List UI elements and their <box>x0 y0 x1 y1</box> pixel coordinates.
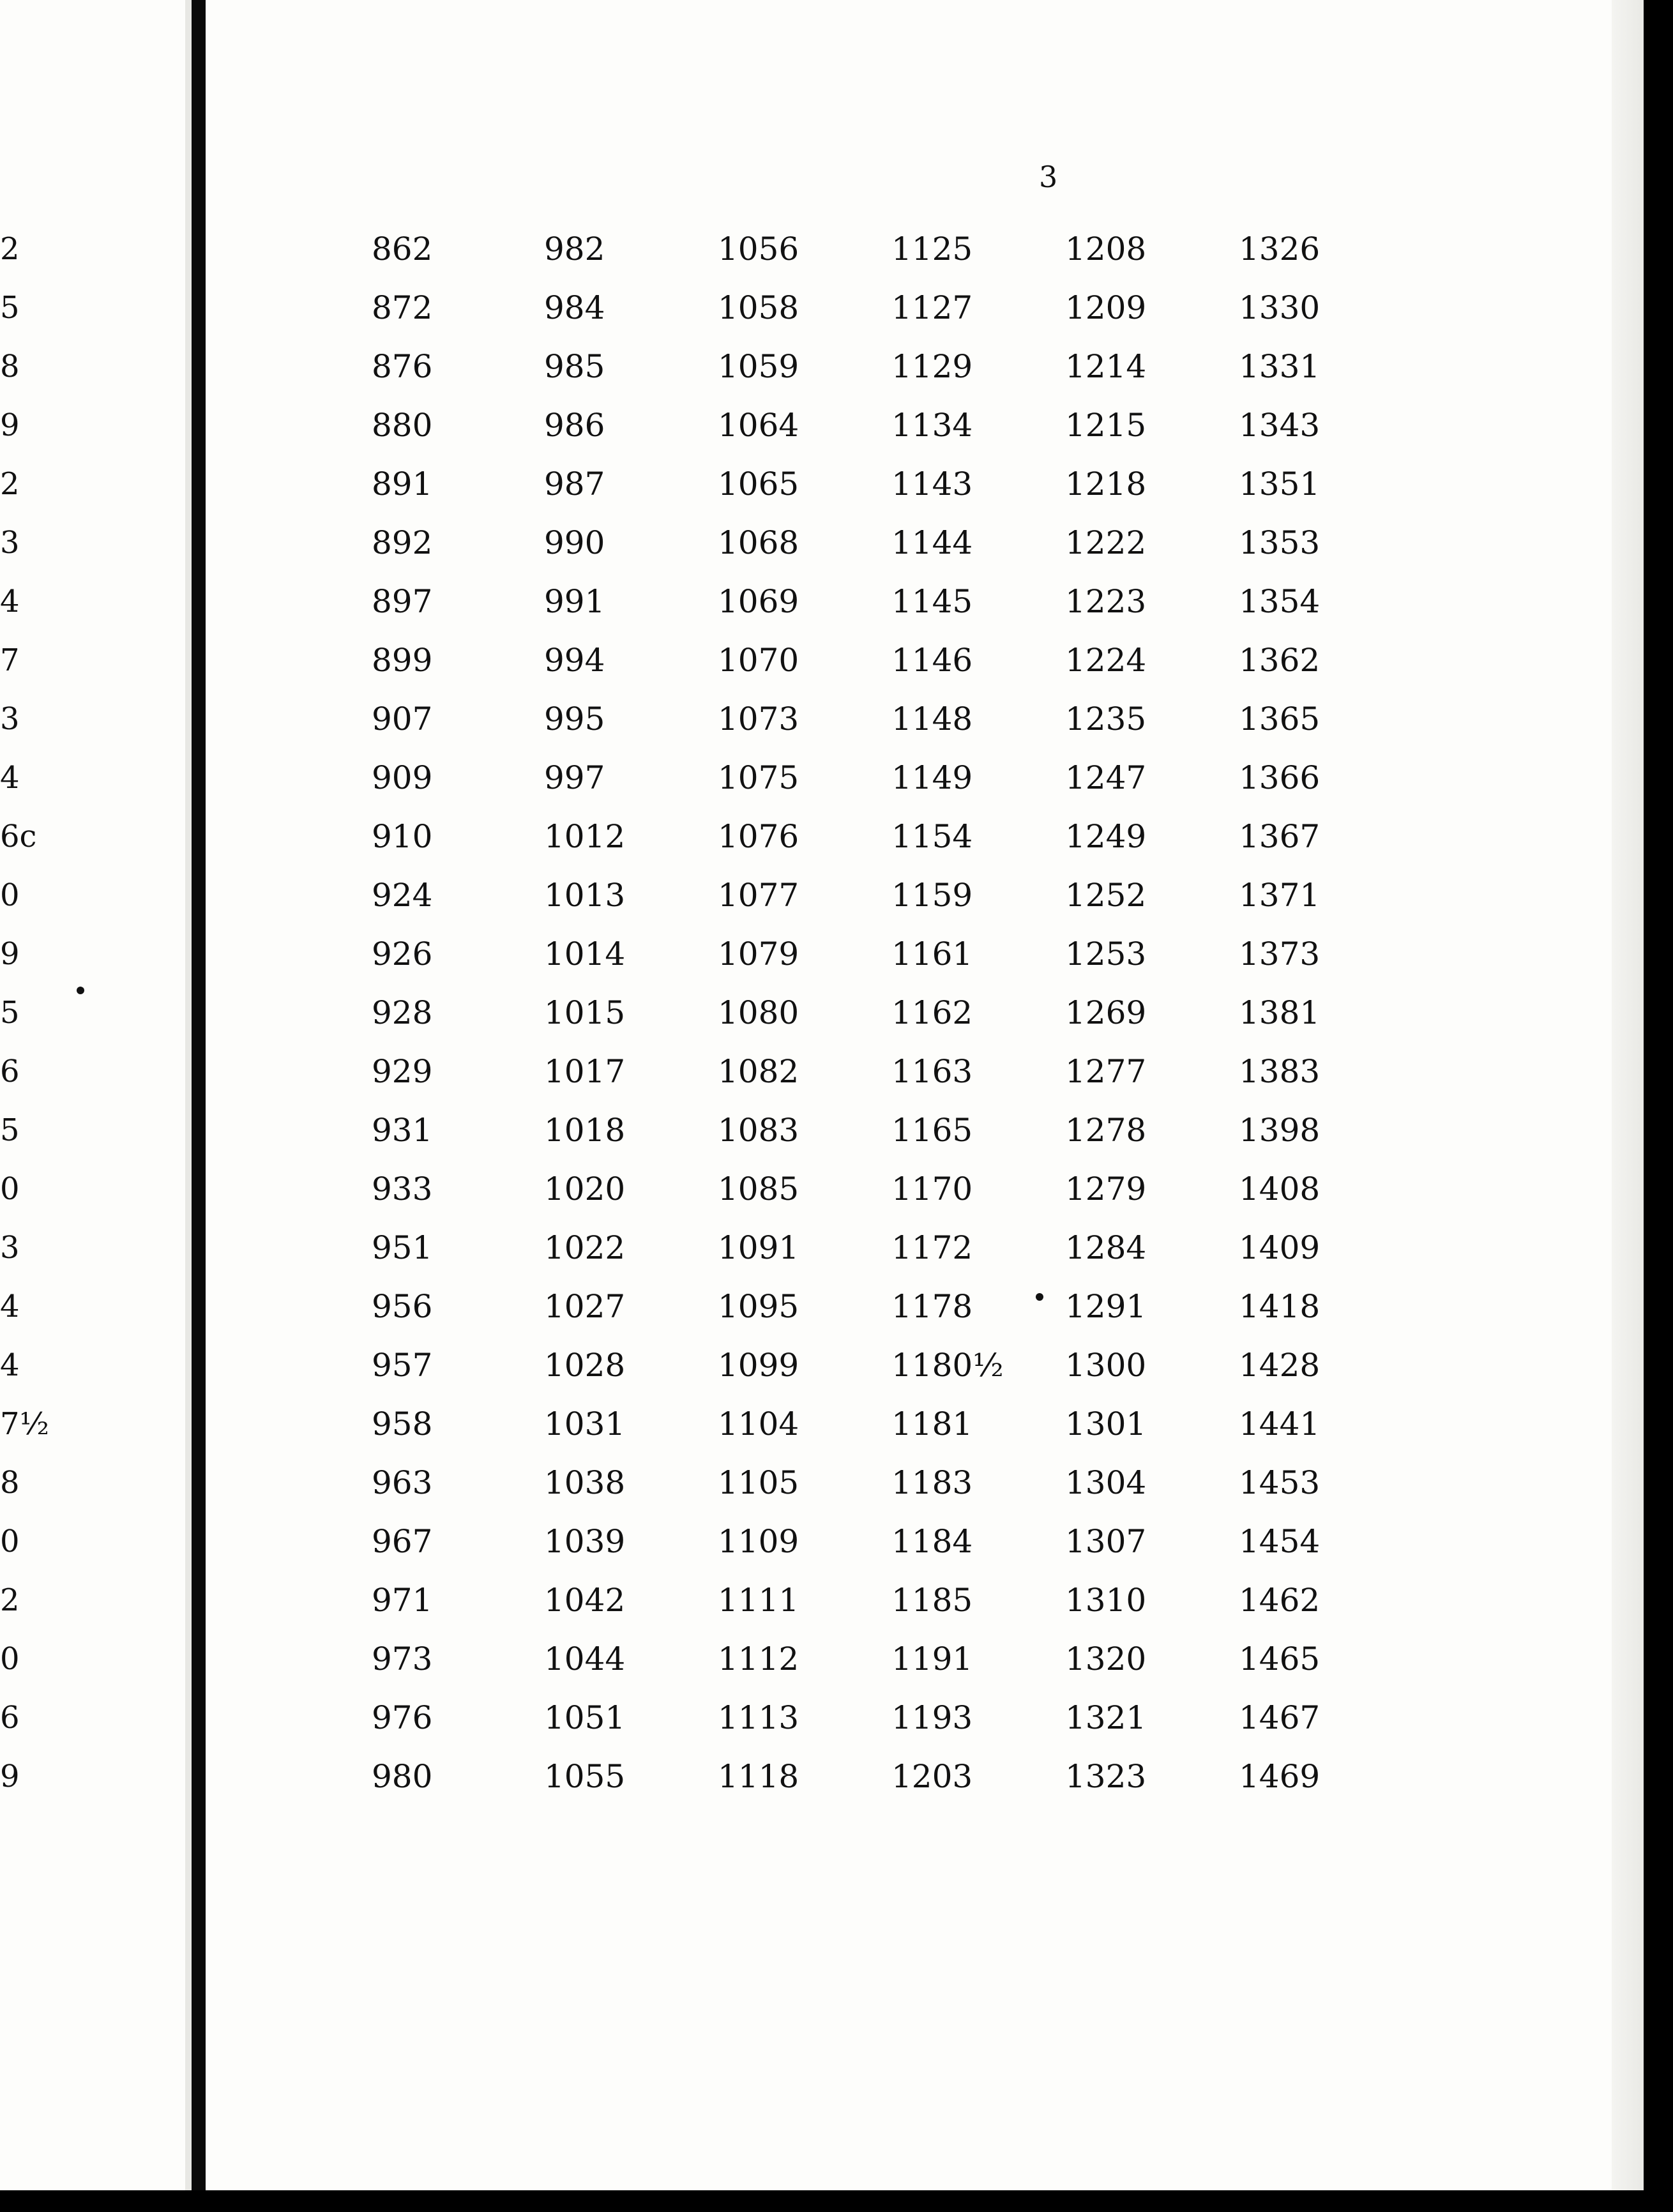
table-cell: 956 <box>372 1288 433 1325</box>
table-cell: 1099 <box>718 1347 799 1384</box>
table-cell: 1070 <box>718 642 799 679</box>
table-cell: 1039 <box>544 1523 626 1560</box>
table-cell: 1278 <box>1065 1112 1147 1149</box>
table-cell: 1330 <box>1239 289 1321 326</box>
table-cell: 1326 <box>1239 231 1321 268</box>
table-cell: 1381 <box>1239 994 1321 1031</box>
book-gutter <box>192 0 206 2212</box>
table-cell: 1044 <box>544 1640 626 1678</box>
table-cell: 958 <box>372 1405 433 1443</box>
table-cell: 1218 <box>1065 466 1147 503</box>
table-cell: 1082 <box>718 1053 799 1090</box>
table-cell: 1277 <box>1065 1053 1147 1090</box>
table-cell: 1165 <box>891 1112 973 1149</box>
table-cell: 1453 <box>1239 1464 1321 1501</box>
table-cell: 1469 <box>1239 1758 1321 1795</box>
left-fragment: 6c <box>0 819 37 854</box>
ink-spot <box>1036 1293 1043 1301</box>
table-cell: 1354 <box>1239 583 1321 620</box>
table-cell: 929 <box>372 1053 433 1090</box>
table-cell: 1331 <box>1239 348 1321 385</box>
table-cell: 973 <box>372 1640 433 1678</box>
table-cell: 994 <box>544 642 605 679</box>
table-cell: 1075 <box>718 759 799 796</box>
left-fragment: 9 <box>0 936 20 972</box>
table-cell: 1279 <box>1065 1170 1147 1208</box>
table-cell: 1055 <box>544 1758 626 1795</box>
table-cell: 1079 <box>718 936 799 973</box>
table-cell: 997 <box>544 759 605 796</box>
table-cell: 1051 <box>544 1699 626 1736</box>
left-fragment: 5 <box>0 1112 20 1148</box>
table-cell: 876 <box>372 348 433 385</box>
table-cell: 1418 <box>1239 1288 1321 1325</box>
table-cell: 1409 <box>1239 1229 1321 1266</box>
left-fragment: 3 <box>0 525 20 561</box>
table-cell: 1214 <box>1065 348 1147 385</box>
table-cell: 987 <box>544 466 605 503</box>
left-fragment: 0 <box>0 1641 20 1677</box>
table-cell: 1307 <box>1065 1523 1147 1560</box>
table-cell: 1038 <box>544 1464 626 1501</box>
table-cell: 1125 <box>891 231 973 268</box>
table-cell: 1020 <box>544 1170 626 1208</box>
table-cell: 1118 <box>718 1758 799 1795</box>
table-cell: 1383 <box>1239 1053 1321 1090</box>
left-page-edge <box>185 0 192 2212</box>
table-cell: 1076 <box>718 818 799 855</box>
left-fragment: 3 <box>0 701 20 737</box>
table-cell: 1367 <box>1239 818 1321 855</box>
table-cell: 1180½ <box>891 1347 1004 1384</box>
table-cell: 1300 <box>1065 1347 1147 1384</box>
table-cell: 1013 <box>544 877 626 914</box>
table-cell: 1085 <box>718 1170 799 1208</box>
table-cell: 1462 <box>1239 1582 1321 1619</box>
table-cell: 1203 <box>891 1758 973 1795</box>
table-cell: 928 <box>372 994 433 1031</box>
table-cell: 1269 <box>1065 994 1147 1031</box>
table-cell: 1065 <box>718 466 799 503</box>
table-cell: 1104 <box>718 1405 799 1443</box>
table-cell: 1014 <box>544 936 626 973</box>
table-cell: 957 <box>372 1347 433 1384</box>
left-fragment: 7½ <box>0 1406 50 1442</box>
table-cell: 1310 <box>1065 1582 1147 1619</box>
left-fragment: 4 <box>0 1347 20 1383</box>
table-cell: 1465 <box>1239 1640 1321 1678</box>
table-cell: 1162 <box>891 994 973 1031</box>
table-cell: 1351 <box>1239 466 1321 503</box>
table-cell: 971 <box>372 1582 433 1619</box>
table-cell: 1181 <box>891 1405 973 1443</box>
table-cell: 1441 <box>1239 1405 1321 1443</box>
table-cell: 1362 <box>1239 642 1321 679</box>
table-cell: 1091 <box>718 1229 799 1266</box>
table-cell: 1170 <box>891 1170 973 1208</box>
number-table <box>372 230 1398 1816</box>
table-cell: 1454 <box>1239 1523 1321 1560</box>
table-cell: 892 <box>372 524 433 561</box>
table-cell: 1080 <box>718 994 799 1031</box>
left-fragment: 0 <box>0 1524 20 1559</box>
table-cell: 1304 <box>1065 1464 1147 1501</box>
left-fragment: 0 <box>0 1171 20 1207</box>
table-cell: 1127 <box>891 289 973 326</box>
table-cell: 1012 <box>544 818 626 855</box>
table-cell: 1467 <box>1239 1699 1321 1736</box>
table-cell: 1073 <box>718 701 799 738</box>
table-cell: 1015 <box>544 994 626 1031</box>
table-cell: 1159 <box>891 877 973 914</box>
table-cell: 1371 <box>1239 877 1321 914</box>
table-cell: 909 <box>372 759 433 796</box>
table-cell: 995 <box>544 701 605 738</box>
table-cell: 1284 <box>1065 1229 1147 1266</box>
table-cell: 1145 <box>891 583 973 620</box>
table-cell: 1134 <box>891 407 973 444</box>
table-cell: 891 <box>372 466 433 503</box>
table-cell: 1215 <box>1065 407 1147 444</box>
left-fragment: 7 <box>0 642 20 678</box>
table-cell: 1301 <box>1065 1405 1147 1443</box>
table-cell: 1058 <box>718 289 799 326</box>
table-cell: 1366 <box>1239 759 1321 796</box>
table-cell: 1018 <box>544 1112 626 1149</box>
table-cell: 967 <box>372 1523 433 1560</box>
table-cell: 1113 <box>718 1699 799 1736</box>
table-cell: 899 <box>372 642 433 679</box>
table-cell: 991 <box>544 583 605 620</box>
table-cell: 951 <box>372 1229 433 1266</box>
table-cell: 1028 <box>544 1347 626 1384</box>
table-cell: 1042 <box>544 1582 626 1619</box>
table-cell: 963 <box>372 1464 433 1501</box>
table-cell: 1077 <box>718 877 799 914</box>
table-cell: 1109 <box>718 1523 799 1560</box>
ink-spot <box>77 987 84 994</box>
table-cell: 933 <box>372 1170 433 1208</box>
table-cell: 1111 <box>718 1582 799 1619</box>
table-cell: 924 <box>372 877 433 914</box>
table-cell: 1095 <box>718 1288 799 1325</box>
table-cell: 1253 <box>1065 936 1147 973</box>
table-cell: 872 <box>372 289 433 326</box>
table-cell: 926 <box>372 936 433 973</box>
table-cell: 1022 <box>544 1229 626 1266</box>
left-fragment: 2 <box>0 1582 20 1618</box>
left-fragment: 2 <box>0 231 20 267</box>
left-fragment: 9 <box>0 1759 20 1794</box>
table-cell: 1027 <box>544 1288 626 1325</box>
left-fragment: 5 <box>0 995 20 1031</box>
left-fragment: 6 <box>0 1054 20 1089</box>
table-cell: 910 <box>372 818 433 855</box>
left-fragment: 4 <box>0 1289 20 1324</box>
table-cell: 1143 <box>891 466 973 503</box>
table-cell: 1144 <box>891 524 973 561</box>
table-cell: 985 <box>544 348 605 385</box>
table-cell: 1222 <box>1065 524 1147 561</box>
table-cell: 976 <box>372 1699 433 1736</box>
table-cell: 1064 <box>718 407 799 444</box>
table-cell: 1235 <box>1065 701 1147 738</box>
table-cell: 880 <box>372 407 433 444</box>
table-cell: 1249 <box>1065 818 1147 855</box>
scan-bottom-edge <box>0 2190 1673 2212</box>
table-cell: 862 <box>372 231 433 268</box>
table-cell: 980 <box>372 1758 433 1795</box>
table-cell: 1146 <box>891 642 973 679</box>
table-cell: 1343 <box>1239 407 1321 444</box>
table-cell: 1428 <box>1239 1347 1321 1384</box>
table-cell: 1172 <box>891 1229 973 1266</box>
table-cell: 897 <box>372 583 433 620</box>
table-cell: 1031 <box>544 1405 626 1443</box>
table-cell: 1291 <box>1065 1288 1147 1325</box>
left-fragment: 4 <box>0 760 20 796</box>
table-cell: 1398 <box>1239 1112 1321 1149</box>
table-cell: 1184 <box>891 1523 973 1560</box>
table-cell: 1224 <box>1065 642 1147 679</box>
table-cell: 1252 <box>1065 877 1147 914</box>
table-cell: 1154 <box>891 818 973 855</box>
left-page-number-fragments <box>0 230 50 1816</box>
left-fragment: 0 <box>0 877 20 913</box>
table-cell: 1163 <box>891 1053 973 1090</box>
left-fragment: 9 <box>0 407 20 443</box>
table-cell: 1209 <box>1065 289 1147 326</box>
table-cell: 1323 <box>1065 1758 1147 1795</box>
table-cell: 1129 <box>891 348 973 385</box>
table-cell: 1083 <box>718 1112 799 1149</box>
table-cell: 1112 <box>718 1640 799 1678</box>
table-cell: 1353 <box>1239 524 1321 561</box>
table-cell: 1320 <box>1065 1640 1147 1678</box>
table-cell: 1148 <box>891 701 973 738</box>
table-cell: 1069 <box>718 583 799 620</box>
table-cell: 1321 <box>1065 1699 1147 1736</box>
table-cell: 1193 <box>891 1699 973 1736</box>
left-fragment: 8 <box>0 349 20 384</box>
table-cell: 1247 <box>1065 759 1147 796</box>
table-cell: 1365 <box>1239 701 1321 738</box>
table-cell: 931 <box>372 1112 433 1149</box>
table-cell: 1191 <box>891 1640 973 1678</box>
table-cell: 986 <box>544 407 605 444</box>
left-fragment: 8 <box>0 1465 20 1501</box>
table-cell: 1105 <box>718 1464 799 1501</box>
right-page-edge-shade <box>1612 0 1644 2190</box>
left-page <box>0 0 192 2212</box>
table-cell: 1183 <box>891 1464 973 1501</box>
table-cell: 982 <box>544 231 605 268</box>
table-cell: 1161 <box>891 936 973 973</box>
table-cell: 1059 <box>718 348 799 385</box>
left-fragment: 6 <box>0 1700 20 1736</box>
table-cell: 990 <box>544 524 605 561</box>
table-cell: 984 <box>544 289 605 326</box>
table-cell: 1223 <box>1065 583 1147 620</box>
table-cell: 907 <box>372 701 433 738</box>
table-cell: 1178 <box>891 1288 973 1325</box>
page-number: 3 <box>1039 160 1058 194</box>
table-cell: 1149 <box>891 759 973 796</box>
left-fragment: 5 <box>0 290 20 326</box>
table-cell: 1185 <box>891 1582 973 1619</box>
table-cell: 1408 <box>1239 1170 1321 1208</box>
right-page <box>206 0 1644 2190</box>
left-fragment: 2 <box>0 466 20 502</box>
table-cell: 1373 <box>1239 936 1321 973</box>
left-fragment: 3 <box>0 1230 20 1266</box>
table-cell: 1017 <box>544 1053 626 1090</box>
left-fragment: 4 <box>0 584 20 619</box>
table-cell: 1056 <box>718 231 799 268</box>
table-cell: 1208 <box>1065 231 1147 268</box>
table-cell: 1068 <box>718 524 799 561</box>
